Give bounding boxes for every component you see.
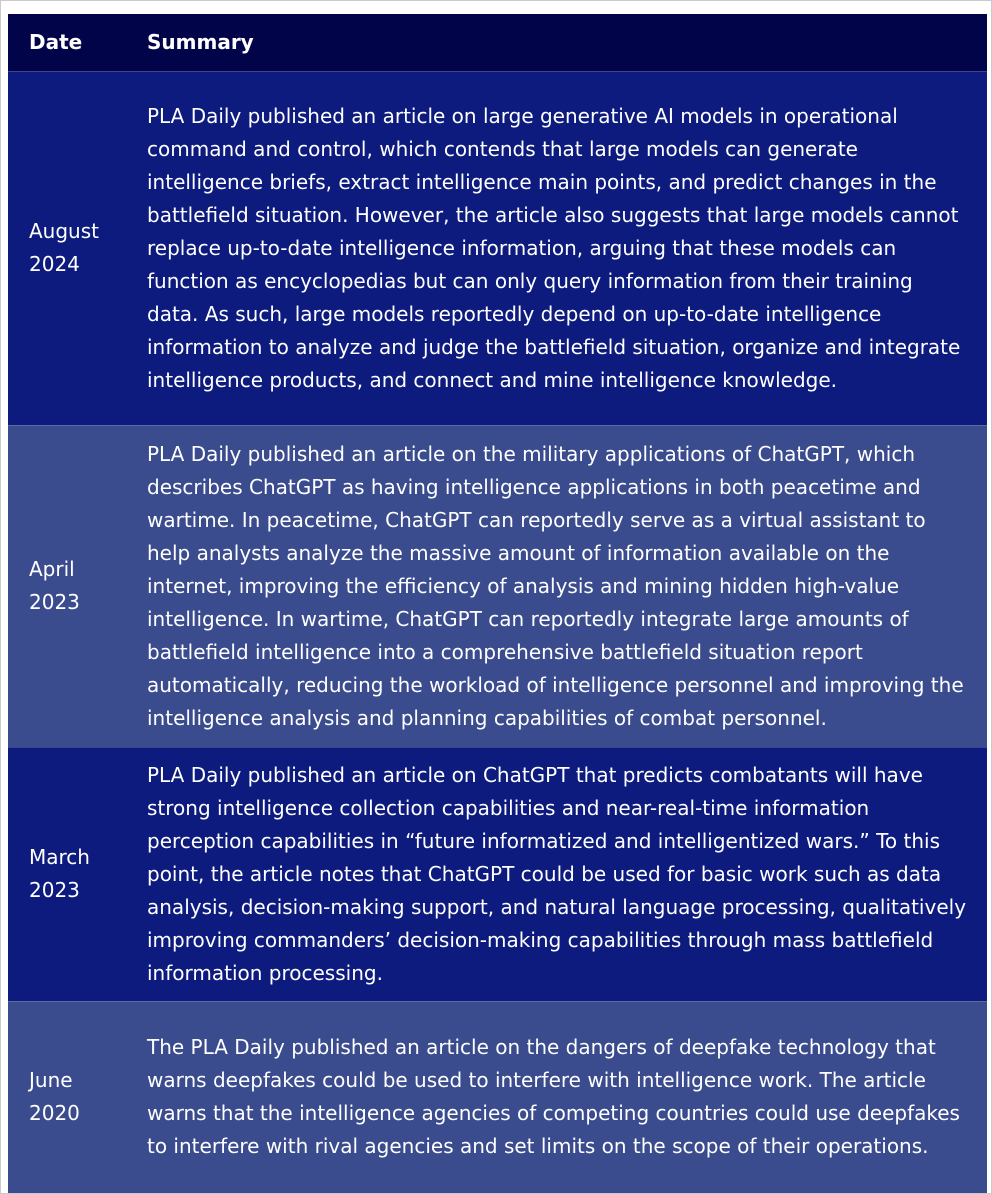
row-date: April 2023 (29, 557, 80, 614)
table-header-row (8, 14, 987, 71)
table-row (8, 425, 987, 747)
column-header-date: Date (29, 30, 83, 55)
row-summary: PLA Daily published an article on the military applications of ChatGPT, which describes ChatGPT as having intelligence applications in both peacetime and wartime. In peacetime, ChatGPT can reportedly serve as a virtual assistant to help analysts analyze the massive amount of information available on the internet, improving the efficiency of analysis and mining hidden high-value intelligence. In wartime, ChatGPT can reportedly integrate large amounts of battlefield intelligence into a comprehensive battlefield situation report automatically, reducing the workload of intelligence personnel and improving the intelligence analysis and planning capabilities of combat personnel. (147, 441, 964, 730)
table-row (8, 747, 987, 1001)
row-summary: PLA Daily published an article on ChatGPT that predicts combatants will have strong intelligence collection capabilities and near-real-time information perception capabilities in “future informatized and intelligentized wars.” To this point, the article notes that ChatGPT could be used for basic work such as data analysis, decision-making support, and natural language processing, qualitatively improving commanders’ decision-making capabilities through mass battlefield information processing. (147, 762, 967, 985)
timeline-table (8, 14, 987, 1193)
row-summary: The PLA Daily published an article on the dangers of deepfake technology that warns deepfakes could be used to interfere with intelligence work. The article warns that the intelligence agencies of competing countries could use deepfakes to interfere with rival agencies and set limits on the scope of their operations. (147, 1035, 960, 1159)
row-date: March 2023 (29, 845, 90, 902)
table-row (8, 71, 987, 425)
row-date: June 2020 (29, 1068, 80, 1126)
table-row (8, 1001, 987, 1193)
row-summary: PLA Daily published an article on large generative AI models in operational command and control, which contends that large models can generate intelligence briefs, extract intelligence main points, and predict changes in the battlefield situation. However, the article also suggests that large models cannot replace up-to-date intelligence information, arguing that these models can function as encyclopedias but can only query information from their training data. As such, large models reportedly depend on up-to-date intelligence information to analyze and judge the battlefield situation, organize and integrate intelligence products, and connect and mine intelligence knowledge. (147, 103, 961, 392)
row-date: August 2024 (29, 219, 99, 276)
column-header-summary: Summary (147, 30, 254, 55)
